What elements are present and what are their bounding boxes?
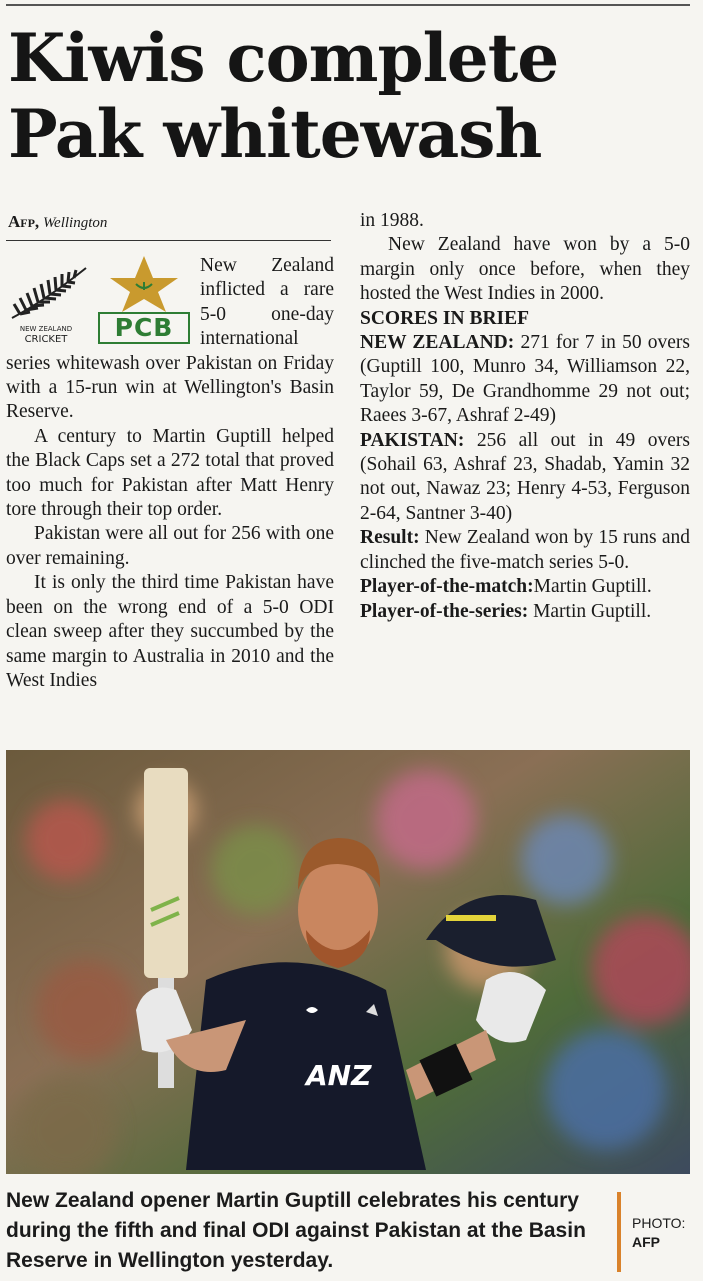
byline-rule (6, 240, 331, 241)
left-column (6, 254, 334, 693)
photo-guptill-celebrating (6, 750, 690, 1174)
pcb-logo (98, 254, 190, 346)
pak-score (360, 429, 690, 527)
news-photo (6, 750, 690, 1174)
paragraph-6: New Zealand have won by a 5-0 margin only once before, when they hosted the West Indies in 2000. (360, 234, 690, 305)
paragraph-4: It is only the third time Pakistan have been on the wrong end of a 5-0 ODI clean sweep after they succumbed by the same margin to Australia in 2010 and the West Indies (6, 572, 334, 691)
top-rule (6, 4, 690, 6)
nz-score-label: NEW ZEALAND: (360, 332, 515, 354)
bat (144, 768, 188, 978)
potm-text: Martin Guptill. (533, 576, 652, 598)
result-text: New Zealand won by 15 runs and clinched the five-match series 5-0. (360, 527, 691, 573)
byline-location: Wellington (42, 215, 108, 231)
scores-heading: SCORES IN BRIEF (360, 307, 530, 329)
fern-icon (6, 260, 90, 344)
headline (8, 20, 688, 172)
player-of-the-series (360, 600, 690, 624)
jersey-text: ANZ (306, 1059, 372, 1092)
right-column (360, 209, 690, 624)
photo-credit (632, 1214, 685, 1252)
paragraph-3: Pakistan were all out for 256 with one over remaining. (6, 523, 334, 569)
pots-label: Player-of-the-series: (360, 600, 529, 622)
nz-logo-text-2: CRICKET (24, 334, 68, 344)
result-label: Result: (360, 527, 420, 549)
nz-score-text: 271 for 7 in 50 overs (Guptill 100, Munro 34, Williamson 22, Taylor 59, De Grandhomme 29 not out; Raees 3-67, Ashraf 2-49) (360, 332, 690, 427)
star-icon (98, 254, 190, 314)
logos (6, 254, 194, 346)
pots-text: Martin Guptill. (533, 600, 652, 622)
nz-cricket-logo (6, 260, 90, 344)
paragraph-2: A century to Martin Guptill helped the Black Caps set a 272 total that proved too much for Pakistan after Matt Henry tore through their top order. (6, 425, 334, 521)
headline-line-2: Pak whitewash (8, 95, 542, 173)
pcb-logo-text: PCB (98, 312, 190, 344)
nz-score (360, 331, 690, 429)
headline-line-1: Kiwis complete (8, 19, 559, 97)
byline (8, 212, 107, 232)
pak-score-label: PAKISTAN: (360, 429, 465, 451)
photo-caption: New Zealand opener Martin Guptill celebrates his century during the fifth and final ODI against Pakistan at the Basin Reserve in Wellington yesterday. (6, 1189, 586, 1272)
nz-logo-text-1: NEW ZEALAND (19, 325, 73, 333)
paragraph-1: New Zealand inflicted a rare 5-0 one-day international series whitewash over Pakistan on Friday with a 15-run win at Wellington's Basin Reserve. (6, 255, 334, 423)
result (360, 526, 690, 575)
credit-source: AFP (632, 1234, 660, 1250)
player-of-the-match (360, 575, 690, 599)
byline-source: Afp, (8, 212, 40, 231)
pak-score-text: 256 all out in 49 overs (Sohail 63, Ashraf 23, Shadab, Yamin 32 not out, Nawaz 23; Henry 4-53, Ferguson 2-64, Santner 3-40) (360, 429, 690, 524)
potm-label: Player-of-the-match: (360, 576, 534, 598)
credit-bar (617, 1192, 621, 1272)
credit-label: PHOTO: (632, 1215, 686, 1231)
paragraph-5: in 1988. (360, 210, 424, 231)
